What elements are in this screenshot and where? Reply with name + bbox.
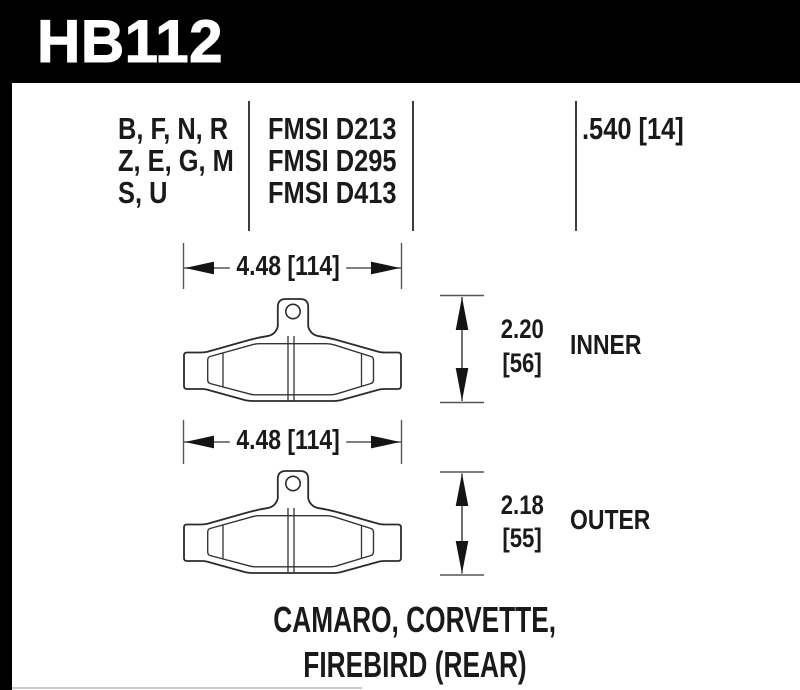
compound-codes-row: B, F, N, R (118, 111, 229, 146)
vehicle-caption-line2: FIREBIRD (REAR) (303, 644, 527, 685)
pad-mounting-hole (286, 476, 300, 490)
column-divider (575, 101, 577, 231)
arrow-down-icon (456, 368, 469, 401)
arrow-up-icon (456, 297, 469, 330)
height-dimension-mm: [55] (502, 523, 542, 553)
compound-codes-row: S, U (118, 175, 168, 210)
fmsi-row: FMSI D295 (268, 143, 397, 178)
vehicle-caption-line1: CAMARO, CORVETTE, (273, 599, 557, 640)
pad-thickness-value: .540 [14] (582, 111, 684, 146)
height-dimension-inches: 2.20 (500, 314, 544, 344)
height-dimension-mm: [56] (502, 348, 542, 378)
header-bar (0, 0, 800, 83)
pad-position-label: OUTER (570, 504, 651, 535)
width-dimension-label: 4.48 [114] (178, 251, 398, 281)
vehicle-caption (165, 597, 665, 687)
width-dimension-label: 4.48 [114] (178, 425, 398, 455)
bottom-edge-line (12, 687, 362, 689)
pad-mounting-hole (286, 304, 300, 318)
part-number: HB112 (37, 8, 223, 75)
pad-position-label: INNER (570, 329, 642, 360)
compound-codes-column (118, 113, 259, 209)
compound-codes-row: Z, E, G, M (118, 143, 234, 178)
left-border-strip (0, 83, 12, 690)
arrow-up-icon (456, 474, 469, 507)
pad-shape (184, 471, 401, 573)
pad-shape (184, 299, 401, 401)
fmsi-row: FMSI D213 (268, 111, 397, 146)
fmsi-column (268, 113, 425, 209)
arrow-down-icon (456, 541, 469, 574)
fmsi-row: FMSI D413 (268, 175, 397, 210)
height-dimension-inches: 2.18 (500, 490, 544, 520)
